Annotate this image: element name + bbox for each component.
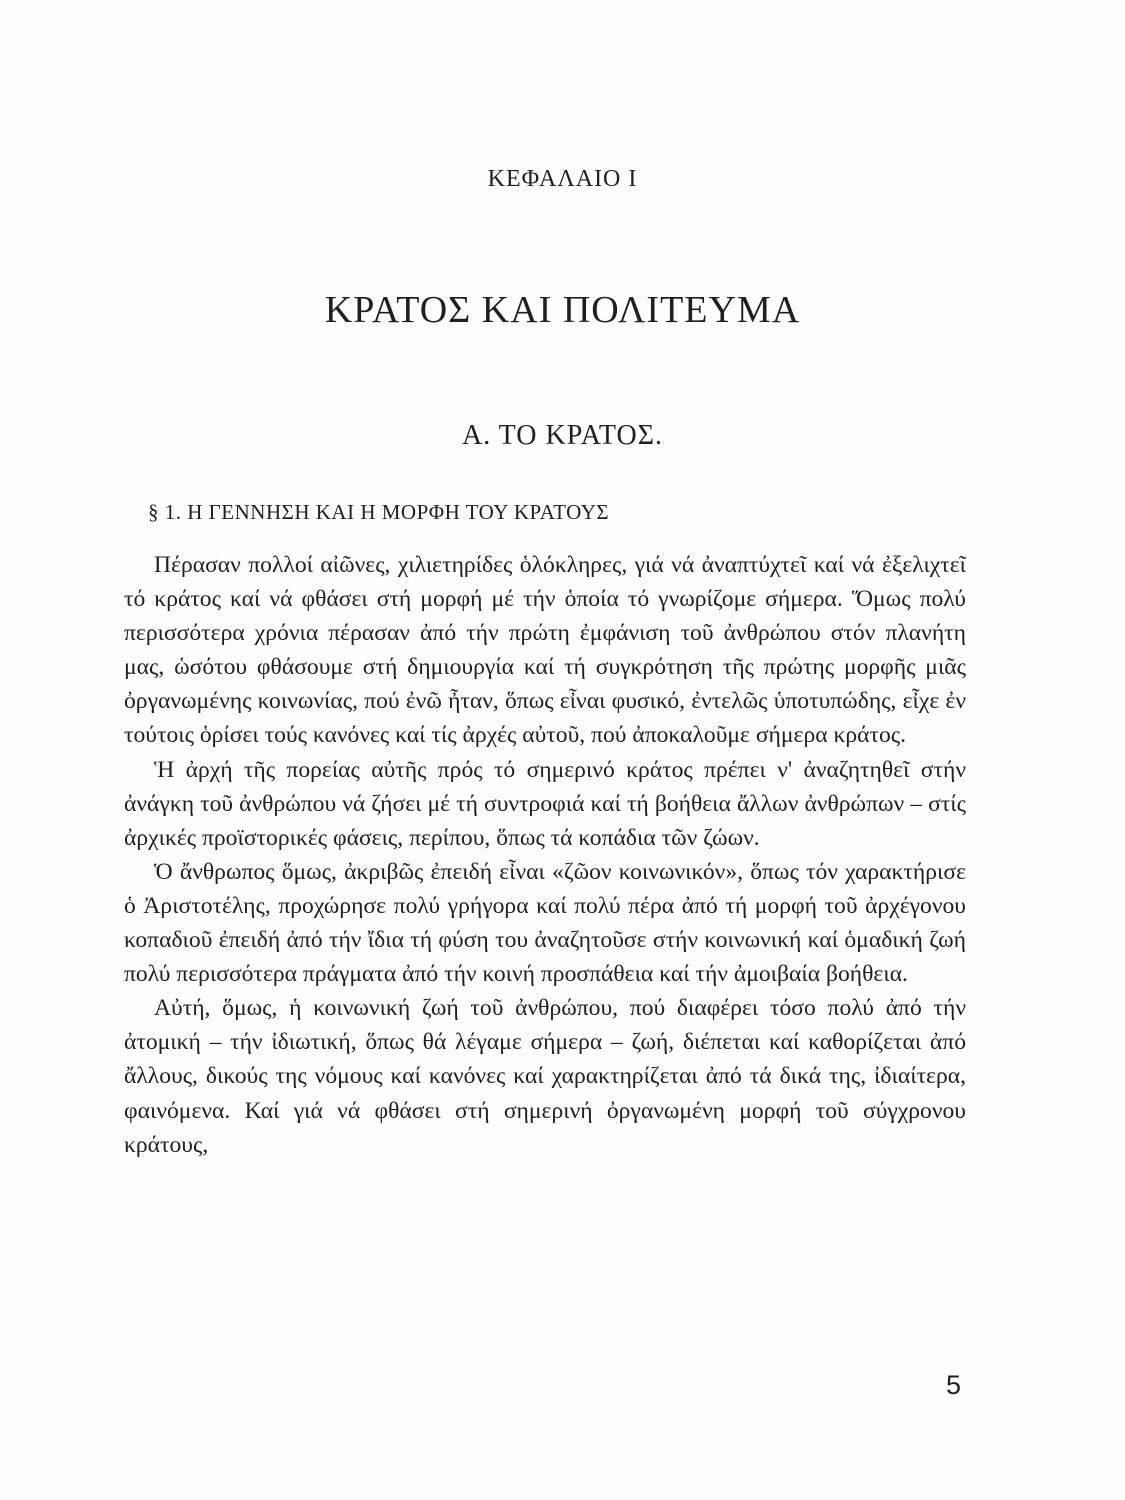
section-title: Α. ΤΟ ΚΡΑΤΟΣ. — [461, 420, 664, 451]
subsection-title: § 1. Η ΓΕΝΝΗΣΗ ΚΑΙ Η ΜΟΡΦΗ ΤΟΥ ΚΡΑΤΟΥΣ — [148, 500, 610, 524]
chapter-title: ΚΡΑΤΟΣ ΚΑΙ ΠΟΛΙΤΕΥΜΑ — [324, 289, 801, 331]
paragraph: Αὐτή, ὅμως, ἡ κοινωνική ζωή τοῦ ἀνθρώπου, πού διαφέρει τόσο πολύ ἀπό τήν ἀτομική – τήν ἰδιωτική, ὅπως θά λέγαμε σήμερα – ζωή, διέπεται καί καθορίζεται ἀπό ἄλλους, δικούς της νόμους καί κανόνες καί χαρακτηρίζεται ἀπό τά δικά της, ἰδιαίτερα, φαινόμενα. Καί γιά νά φθάσει στή σημερινή ὀργανωμένη μορφή τοῦ σύγχρονου κράτους, — [124, 995, 966, 1158]
chapter-label: ΚΕΦΑΛΑΙΟ Ι — [487, 166, 638, 192]
paragraph: Πέρασαν πολλοί αἰῶνες, χιλιετηρίδες ὁλόκληρες, γιά νά ἀναπτύχτεῖ καί νά ἐξελιχτεῖ τό κράτος καί νά φθάσει στή μορφή μέ τήν ὁποία τό γνωρίζομε σήμερα. Ὅμως πολύ περισσότερα χρόνια πέρασαν ἀπό τήν πρώτη ἐμφάνιση τοῦ ἀνθρώπου στόν πλανήτη μας, ὡσότου φθάσουμε στή δημιουργία καί τή συγκρότηση τῆς πρώτης μορφῆς μιᾶς ὀργανωμένης κοινωνίας, πού ἐνῶ ἦταν, ὅπως εἶναι φυσικό, ἐντελῶς ὑποτυπώδης, εἶχε ἐν τούτοις ὁρίσει τούς κανόνες καί τίς ἀρχές αὐτοῦ, πού ἀποκαλοῦμε σήμερα κράτος. — [124, 552, 966, 749]
paragraph: Ἡ ἀρχή τῆς πορείας αὐτῆς πρός τό σημερινό κράτος πρέπει ν' ἀναζητηθεῖ στήν ἀνάγκη τοῦ ἀνθρώπου νά ζήσει μέ τή συντροφιά καί τή βοήθεια ἄλλων ἀνθρώπων – στίς ἀρχικές προϊστορικές φάσεις, περίπου, ὅπως τά κοπάδια τῶν ζώων. — [124, 756, 966, 851]
paragraph: Ὁ ἄνθρωπος ὅμως, ἀκριβῶς ἐπειδή εἶναι «ζῶον κοινωνικόν», ὅπως τόν χαρακτήρισε ὁ Ἀριστοτέλης, προχώρησε πολύ γρήγορα καί πολύ πέρα ἀπό τή μορφή τοῦ ἀρχέγονου κοπαδιοῦ ἐπειδή ἀπό τήν ἴδια τή φύση του ἀναζητοῦσε στήν κοινωνική καί ὁμαδική ζωή πολύ περισσότερα πράγματα ἀπό τήν κοινή προσπάθεια καί τήν ἀμοιβαία βοήθεια. — [124, 858, 966, 988]
page-number: 5 — [946, 1370, 962, 1400]
body-text — [124, 548, 966, 1162]
